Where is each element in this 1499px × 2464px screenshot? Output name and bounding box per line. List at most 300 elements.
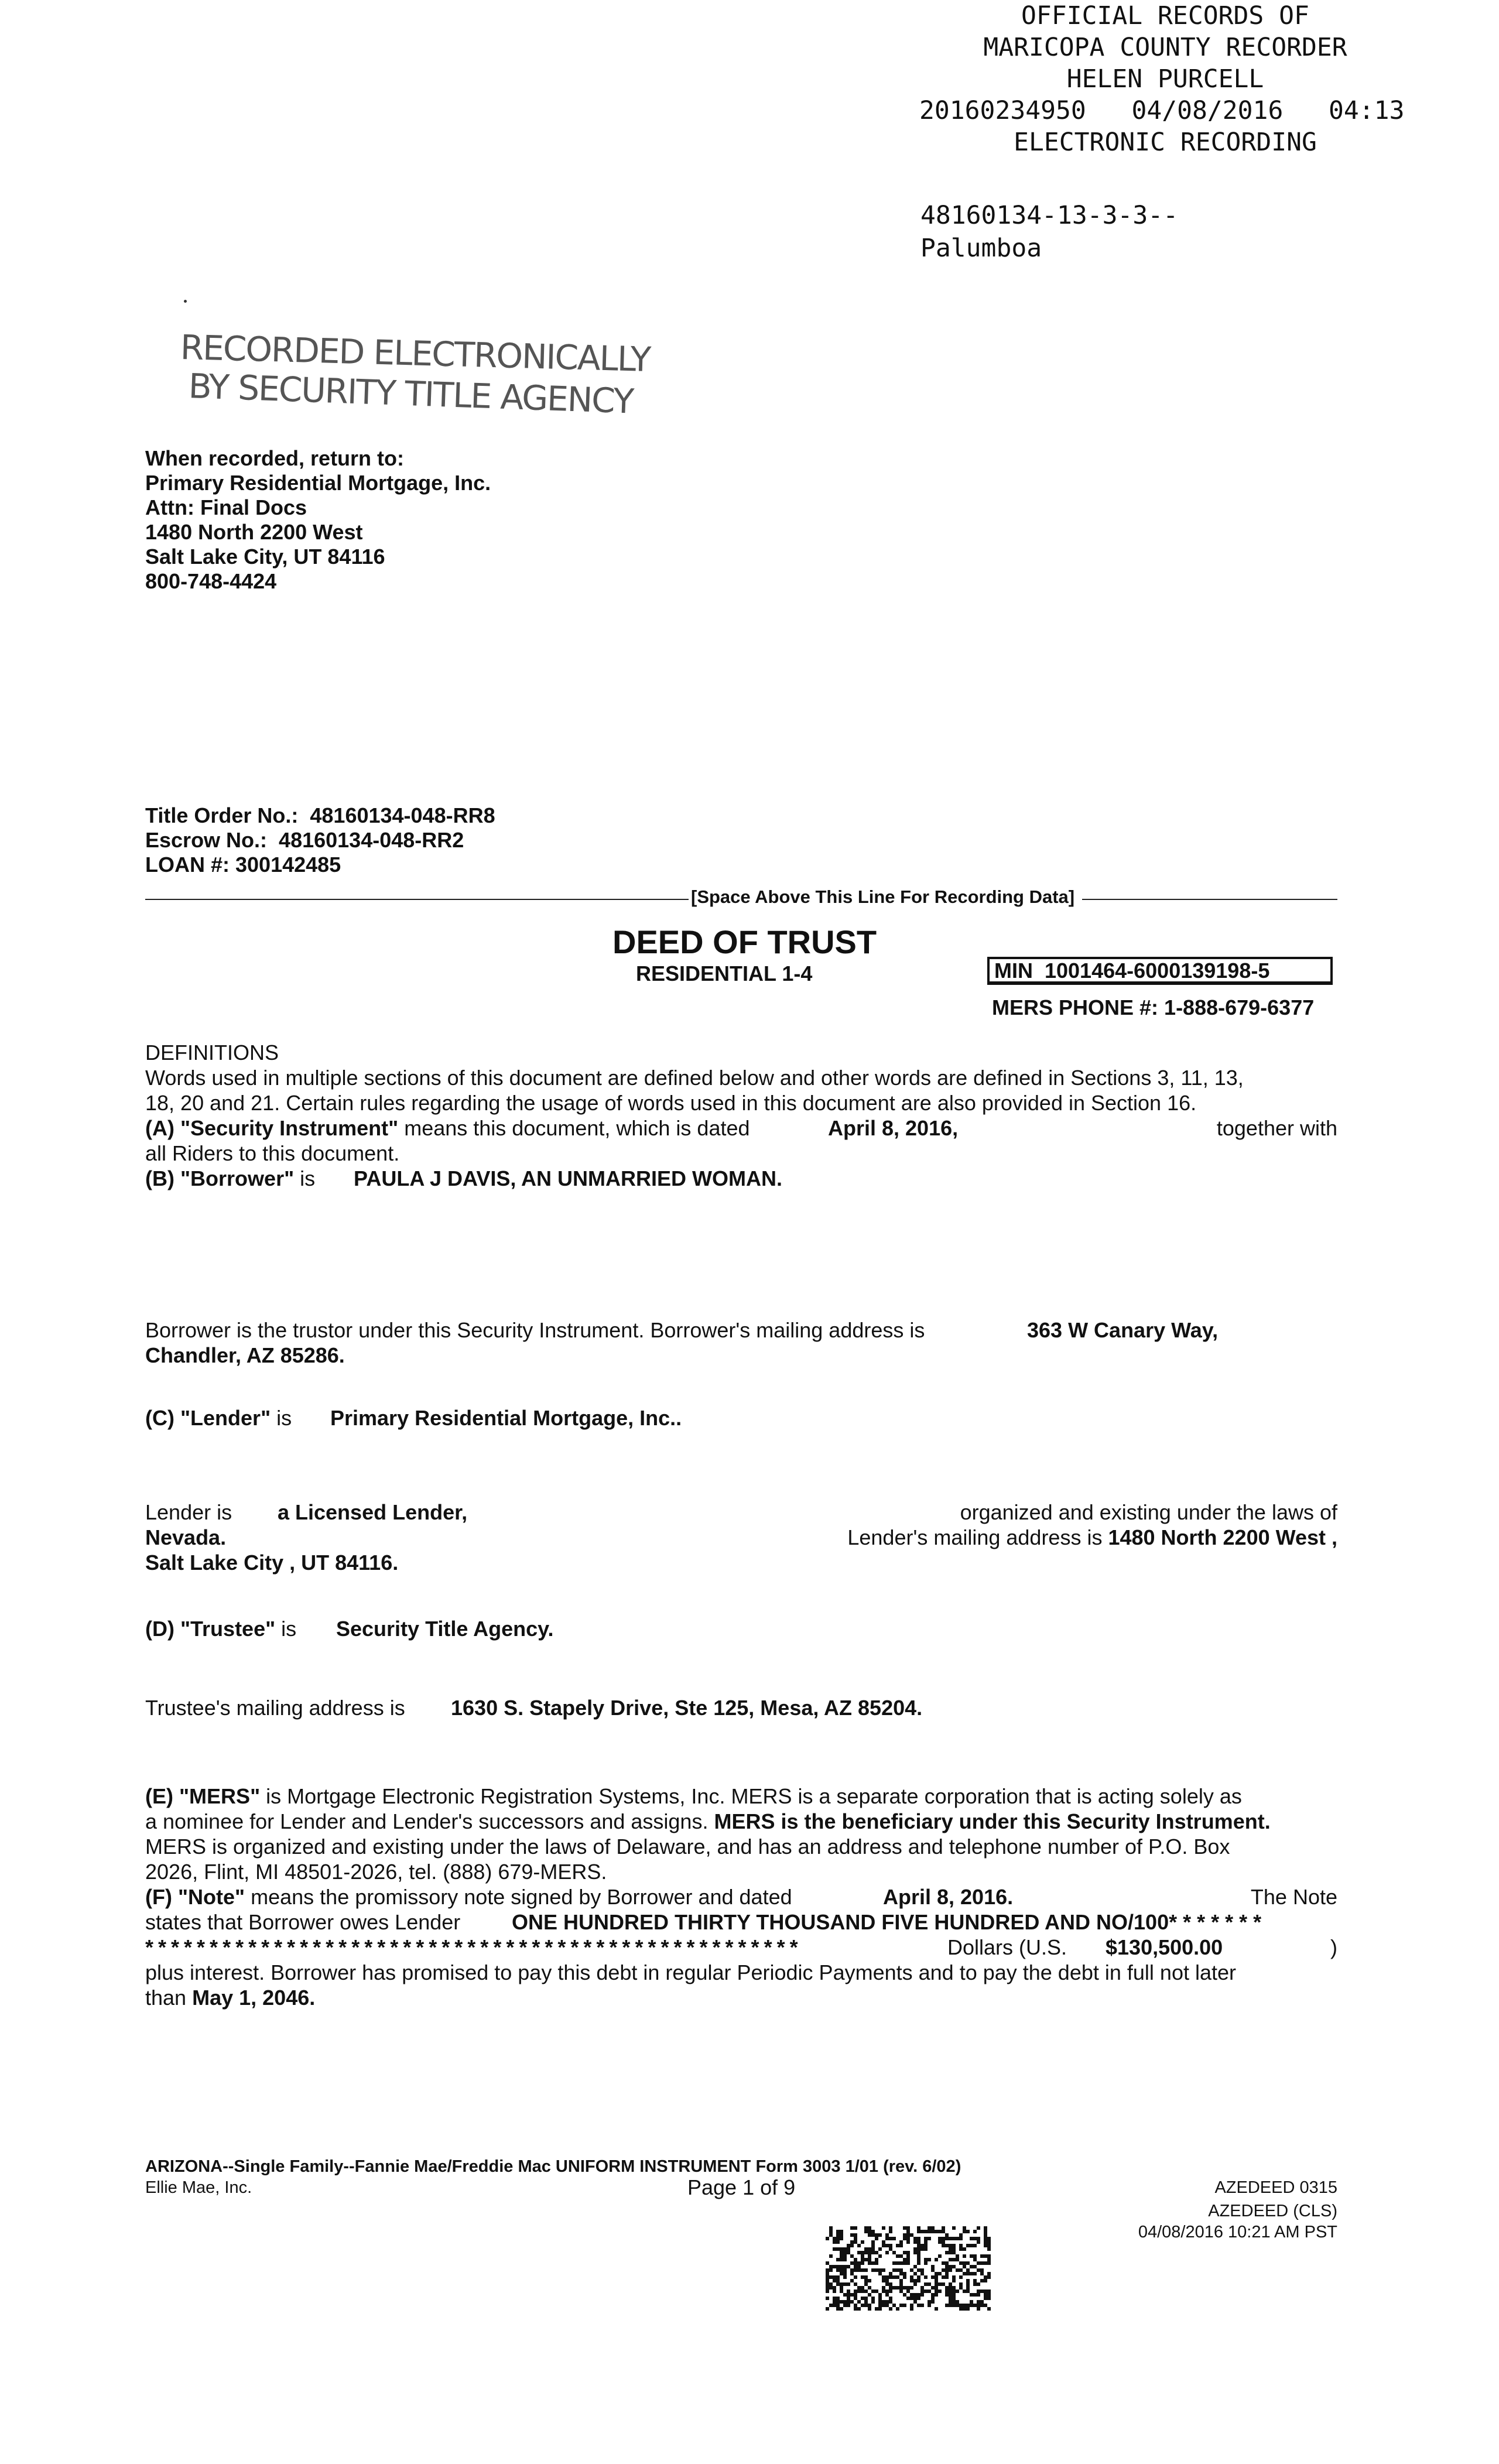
barcode-module xyxy=(840,2300,843,2304)
barcode-module xyxy=(840,2230,843,2233)
barcode-module xyxy=(966,2282,970,2286)
barcode-module xyxy=(833,2279,836,2282)
barcode-module xyxy=(840,2286,843,2290)
page-footer xyxy=(145,2156,1337,2243)
barcode-module xyxy=(977,2237,980,2240)
trustee-address-row xyxy=(145,1695,1337,1720)
return-attn: Attn: Final Docs xyxy=(145,495,307,519)
barcode-module xyxy=(899,2240,903,2244)
barcode-module xyxy=(920,2268,924,2272)
barcode-module xyxy=(963,2226,966,2230)
return-city: Salt Lake City, UT 84116 xyxy=(145,545,385,569)
barcode-module xyxy=(878,2300,882,2304)
barcode-module xyxy=(956,2258,959,2261)
barcode-module xyxy=(980,2290,984,2293)
recorder-line-2: MARICOPA COUNTY RECORDER xyxy=(983,33,1347,62)
barcode-module xyxy=(871,2251,875,2254)
barcode-module xyxy=(987,2272,991,2275)
barcode-module xyxy=(949,2247,952,2251)
barcode-module xyxy=(984,2230,987,2233)
barcode-module xyxy=(942,2244,945,2247)
barcode-module xyxy=(896,2286,899,2290)
barcode-module xyxy=(938,2254,942,2258)
definition-e-text-1: is Mortgage Electronic Registration Systems, Inc. MERS is a separate corporation that is acting solely as xyxy=(260,1784,1242,1808)
barcode-module xyxy=(931,2297,935,2300)
barcode-module xyxy=(899,2304,903,2307)
form-code-2: AZEDEED (CLS) xyxy=(1208,2202,1337,2220)
barcode-module xyxy=(861,2297,864,2300)
barcode-module xyxy=(928,2226,931,2230)
barcode-module xyxy=(935,2275,938,2279)
barcode-module xyxy=(910,2293,913,2297)
barcode-module xyxy=(945,2272,949,2275)
barcode-module xyxy=(871,2233,875,2237)
barcode-module xyxy=(903,2233,906,2237)
barcode-module xyxy=(963,2304,966,2307)
mers-phone: MERS PHONE #: 1-888-679-6377 xyxy=(992,995,1315,1019)
barcode-module xyxy=(826,2282,829,2286)
barcode-module xyxy=(854,2240,857,2244)
barcode-module xyxy=(843,2265,847,2268)
barcode-module xyxy=(942,2275,945,2279)
barcode-module xyxy=(864,2230,868,2233)
barcode-module xyxy=(882,2244,885,2247)
lender-org: organized and existing under the laws of xyxy=(960,1500,1337,1524)
barcode-module xyxy=(977,2226,980,2230)
barcode-module xyxy=(977,2304,980,2307)
barcode-module xyxy=(945,2233,949,2237)
barcode-module xyxy=(973,2258,977,2261)
recorder-line-4 xyxy=(913,95,1487,126)
barcode-module xyxy=(973,2237,977,2240)
barcode-module xyxy=(980,2272,984,2275)
barcode-module xyxy=(928,2230,931,2233)
barcode-module xyxy=(847,2300,850,2304)
barcode-module xyxy=(977,2240,980,2244)
barcode-module xyxy=(829,2268,833,2272)
barcode-module xyxy=(987,2247,991,2251)
barcode-module xyxy=(973,2230,977,2233)
definition-f-owes: states that Borrower owes Lender xyxy=(145,1910,461,1934)
barcode-module xyxy=(864,2300,868,2304)
barcode-module xyxy=(829,2282,833,2286)
barcode-module xyxy=(871,2268,875,2272)
barcode-module xyxy=(885,2251,889,2254)
barcode-module xyxy=(871,2297,875,2300)
barcode-module xyxy=(857,2290,861,2293)
barcode-module xyxy=(826,2307,829,2311)
barcode-module xyxy=(843,2304,847,2307)
barcode-module xyxy=(840,2237,843,2240)
page-number: Page 1 of 9 xyxy=(687,2175,796,2199)
trustee-name: Security Title Agency. xyxy=(336,1617,554,1641)
barcode-module xyxy=(878,2297,882,2300)
barcode-module xyxy=(903,2275,906,2279)
barcode-module xyxy=(899,2261,903,2265)
barcode-module xyxy=(956,2300,959,2304)
barcode-module xyxy=(987,2261,991,2265)
barcode-module xyxy=(984,2304,987,2307)
barcode-module xyxy=(871,2300,875,2304)
barcode-module xyxy=(871,2290,875,2293)
barcode-module xyxy=(928,2237,931,2240)
barcode-module xyxy=(892,2286,896,2290)
barcode-module xyxy=(963,2254,966,2258)
barcode-module xyxy=(864,2279,868,2282)
return-phone: 800-748-4424 xyxy=(145,569,277,593)
barcode-module xyxy=(868,2258,871,2261)
barcode-module xyxy=(896,2244,899,2247)
barcode-module xyxy=(987,2244,991,2247)
barcode-module xyxy=(857,2268,861,2272)
barcode-module xyxy=(984,2240,987,2244)
barcode-module xyxy=(949,2268,952,2272)
barcode-module xyxy=(966,2268,970,2272)
closing-paren: ) xyxy=(1330,1935,1337,1959)
barcode-module xyxy=(833,2290,836,2293)
barcode-module xyxy=(836,2265,840,2268)
barcode-module xyxy=(959,2304,963,2307)
barcode-module xyxy=(892,2304,896,2307)
borrower-address-row xyxy=(145,1317,1337,1343)
barcode-module xyxy=(924,2247,928,2251)
barcode-module xyxy=(977,2290,980,2293)
barcode-module xyxy=(850,2240,854,2244)
barcode-module xyxy=(956,2237,959,2240)
barcode-module xyxy=(924,2261,928,2265)
definition-a-text: means this document, which is dated xyxy=(398,1116,750,1140)
barcode-module xyxy=(899,2272,903,2275)
barcode-module xyxy=(970,2237,973,2240)
barcode-module xyxy=(847,2251,850,2254)
definition-e-text-2a: a nominee for Lender and Lender's successors and assigns. xyxy=(145,1809,709,1833)
barcode-module xyxy=(906,2261,910,2265)
barcode-module xyxy=(906,2240,910,2244)
barcode-module xyxy=(871,2230,875,2233)
barcode-module xyxy=(952,2237,956,2240)
lender-mail-label: Lender's mailing address is xyxy=(847,1525,1103,1549)
barcode-module xyxy=(963,2230,966,2233)
barcode-module xyxy=(942,2230,945,2233)
barcode-module xyxy=(878,2304,882,2307)
barcode-module xyxy=(913,2297,917,2300)
barcode-module xyxy=(889,2230,892,2233)
barcode-module xyxy=(959,2268,963,2272)
than-label: than xyxy=(145,1986,187,2010)
barcode-module xyxy=(843,2268,847,2272)
barcode-module xyxy=(836,2307,840,2311)
barcode-module xyxy=(963,2272,966,2275)
barcode-module xyxy=(920,2272,924,2275)
barcode-module xyxy=(906,2258,910,2261)
barcode-module xyxy=(885,2244,889,2247)
barcode-module xyxy=(836,2297,840,2300)
barcode-module xyxy=(952,2279,956,2282)
barcode-module xyxy=(854,2268,857,2272)
barcode-module xyxy=(917,2254,920,2258)
barcode-module xyxy=(917,2297,920,2300)
barcode-module xyxy=(847,2282,850,2286)
barcode-module xyxy=(854,2261,857,2265)
barcode-module xyxy=(864,2282,868,2286)
barcode-module xyxy=(840,2233,843,2237)
definition-a-date: April 8, 2016, xyxy=(828,1116,959,1140)
barcode-module xyxy=(899,2282,903,2286)
form-identifier: ARIZONA--Single Family--Fannie Mae/Freddie Mac UNIFORM INSTRUMENT Form 3003 1/01 (rev. 6/02) xyxy=(145,2157,961,2176)
barcode-module xyxy=(935,2293,938,2297)
barcode-module xyxy=(889,2300,892,2304)
definition-f-line-4: plus interest. Borrower has promised to pay this debt in regular Periodic Payments and to pay the debt in full not later xyxy=(145,1960,1236,1984)
barcode-image xyxy=(826,2225,991,2312)
barcode-module xyxy=(910,2279,913,2282)
barcode-module xyxy=(984,2279,987,2282)
barcode-module xyxy=(949,2300,952,2304)
barcode-module xyxy=(836,2233,840,2237)
barcode-module xyxy=(857,2307,861,2311)
barcode-module xyxy=(840,2254,843,2258)
barcode-module xyxy=(928,2300,931,2304)
recording-data-line xyxy=(145,885,1337,911)
definition-f-line-3 xyxy=(145,1935,1337,1960)
barcode-module xyxy=(977,2268,980,2272)
barcode-module xyxy=(864,2247,868,2251)
barcode-module xyxy=(843,2272,847,2275)
barcode-module xyxy=(850,2279,854,2282)
barcode-module xyxy=(952,2290,956,2293)
barcode-module xyxy=(949,2304,952,2307)
stamp-line-1: RECORDED ELECTRONICALLY xyxy=(180,327,651,379)
barcode-module xyxy=(945,2237,949,2240)
barcode-module xyxy=(833,2300,836,2304)
barcode-module xyxy=(945,2251,949,2254)
print-timestamp: 04/08/2016 10:21 AM PST xyxy=(1138,2223,1337,2241)
barcode-module xyxy=(973,2244,977,2247)
barcode-module xyxy=(843,2247,847,2251)
barcode-module xyxy=(987,2297,991,2300)
definition-f-label: (F) "Note" xyxy=(145,1885,245,1909)
barcode-module xyxy=(970,2304,973,2307)
barcode-module xyxy=(952,2297,956,2300)
barcode-module xyxy=(949,2297,952,2300)
barcode-module xyxy=(949,2265,952,2268)
barcode-module xyxy=(928,2290,931,2293)
barcode-module xyxy=(885,2304,889,2307)
barcode-module xyxy=(843,2254,847,2258)
form-code-1: AZEDEED 0315 xyxy=(1214,2178,1337,2197)
barcode-module xyxy=(917,2237,920,2240)
barcode-module xyxy=(949,2237,952,2240)
barcode-module xyxy=(836,2279,840,2282)
lender-type: a Licensed Lender, xyxy=(278,1500,468,1524)
definition-d xyxy=(145,1616,1337,1641)
maturity-date: May 1, 2046. xyxy=(192,1986,316,2010)
barcode-module xyxy=(935,2282,938,2286)
barcode-module xyxy=(980,2279,984,2282)
barcode-module xyxy=(945,2244,949,2247)
barcode-module xyxy=(906,2290,910,2293)
barcode-module xyxy=(829,2230,833,2233)
barcode-module xyxy=(987,2258,991,2261)
barcode-module xyxy=(906,2286,910,2290)
min-box: MIN 1001464-6000139198-5 xyxy=(987,957,1333,985)
barcode-module xyxy=(889,2286,892,2290)
barcode-module xyxy=(966,2290,970,2293)
barcode-module xyxy=(836,2240,840,2244)
barcode-module xyxy=(875,2251,878,2254)
barcode-module xyxy=(868,2279,871,2282)
barcode-module xyxy=(987,2254,991,2258)
barcode-module xyxy=(945,2286,949,2290)
return-street: 1480 North 2200 West xyxy=(145,520,363,544)
barcode-module xyxy=(973,2293,977,2297)
barcode-module xyxy=(913,2272,917,2275)
lender-name: Primary Residential Mortgage, Inc.. xyxy=(330,1406,682,1430)
barcode-module xyxy=(920,2293,924,2297)
barcode-module xyxy=(892,2251,896,2254)
barcode-module xyxy=(913,2300,917,2304)
barcode-module xyxy=(945,2275,949,2279)
barcode-module xyxy=(843,2282,847,2286)
barcode-module xyxy=(973,2279,977,2282)
note-amount-words: ONE HUNDRED THIRTY THOUSAND FIVE HUNDRED AND NO/100* * * * * * * xyxy=(512,1910,1262,1934)
rule-right xyxy=(1082,899,1337,900)
barcode-module xyxy=(924,2244,928,2247)
barcode-module xyxy=(826,2237,829,2240)
barcode-module xyxy=(956,2254,959,2258)
barcode-module xyxy=(945,2265,949,2268)
lender-row-2 xyxy=(145,1525,1337,1550)
barcode-module xyxy=(843,2300,847,2304)
barcode-module xyxy=(878,2233,882,2237)
barcode-module xyxy=(987,2240,991,2244)
return-heading: When recorded, return to: xyxy=(145,446,405,470)
recorded-stamp xyxy=(180,327,651,422)
barcode-module xyxy=(984,2275,987,2279)
definition-f-line-5 xyxy=(145,1985,1337,2010)
barcode-module xyxy=(952,2251,956,2254)
barcode-module xyxy=(980,2254,984,2258)
barcode-module xyxy=(882,2300,885,2304)
barcode-module xyxy=(836,2304,840,2307)
barcode-module xyxy=(840,2290,843,2293)
barcode-module xyxy=(847,2290,850,2293)
barcode-module xyxy=(942,2226,945,2230)
barcode-module xyxy=(917,2268,920,2272)
barcode-module xyxy=(854,2293,857,2297)
barcode-module xyxy=(970,2300,973,2304)
barcode-module xyxy=(942,2237,945,2240)
barcode-module xyxy=(889,2275,892,2279)
borrower-text: Borrower is the trustor under this Security Instrument. Borrower's mailing address is xyxy=(145,1318,925,1342)
loan-number: LOAN #: 300142485 xyxy=(145,853,341,877)
barcode-module xyxy=(931,2265,935,2268)
barcode-module xyxy=(899,2244,903,2247)
barcode-module xyxy=(854,2226,857,2230)
file-reference xyxy=(920,199,1178,265)
barcode-module xyxy=(913,2247,917,2251)
barcode-module xyxy=(945,2268,949,2272)
barcode-module xyxy=(882,2268,885,2272)
barcode-module xyxy=(906,2297,910,2300)
barcode-module xyxy=(878,2254,882,2258)
barcode-module xyxy=(836,2230,840,2233)
barcode-module xyxy=(850,2233,854,2237)
barcode-module xyxy=(857,2286,861,2290)
barcode-module xyxy=(959,2282,963,2286)
barcode-module xyxy=(878,2307,882,2311)
barcode-module xyxy=(826,2268,829,2272)
definition-e-line-4: 2026, Flint, MI 48501-2026, tel. (888) 679-MERS. xyxy=(145,1860,607,1884)
barcode-module xyxy=(882,2275,885,2279)
definition-c-label: (C) "Lender" xyxy=(145,1406,271,1430)
barcode-module xyxy=(945,2290,949,2293)
barcode-module xyxy=(892,2237,896,2240)
barcode-module xyxy=(966,2272,970,2275)
return-company: Primary Residential Mortgage, Inc. xyxy=(145,471,491,495)
barcode-module xyxy=(903,2293,906,2297)
stamp-line-2: BY SECURITY TITLE AGENCY xyxy=(187,366,634,422)
barcode-module xyxy=(826,2297,829,2300)
barcode-module xyxy=(892,2275,896,2279)
barcode-module xyxy=(840,2247,843,2251)
barcode-module xyxy=(910,2304,913,2307)
note-date: April 8, 2016. xyxy=(883,1885,1014,1909)
barcode-module xyxy=(984,2226,987,2230)
barcode-module xyxy=(882,2304,885,2307)
recording-time: 04:13 xyxy=(1329,96,1405,125)
barcode-module xyxy=(924,2282,928,2286)
barcode-module xyxy=(987,2293,991,2297)
recorder-line-3: HELEN PURCELL xyxy=(1066,64,1264,94)
barcode-module xyxy=(829,2286,833,2290)
barcode-module xyxy=(882,2226,885,2230)
barcode-module xyxy=(959,2247,963,2251)
barcode-module xyxy=(935,2286,938,2290)
definition-f-line-2 xyxy=(145,1909,1337,1935)
barcode-module xyxy=(899,2254,903,2258)
recorder-line-1: OFFICIAL RECORDS OF xyxy=(1021,1,1309,30)
barcode-module xyxy=(917,2275,920,2279)
barcode-module xyxy=(875,2233,878,2237)
barcode-module xyxy=(868,2230,871,2233)
barcode-module xyxy=(885,2282,889,2286)
barcode-module xyxy=(861,2290,864,2293)
barcode-module xyxy=(966,2279,970,2282)
barcode-module xyxy=(840,2282,843,2286)
lender-address-1: 1480 North 2200 West , xyxy=(1108,1525,1337,1549)
barcode-module xyxy=(896,2268,899,2272)
barcode-module xyxy=(987,2307,991,2311)
barcode-module xyxy=(917,2258,920,2261)
barcode-module xyxy=(861,2258,864,2261)
barcode-module xyxy=(903,2286,906,2290)
barcode-module xyxy=(875,2261,878,2265)
barcode-module xyxy=(864,2290,868,2293)
barcode-module xyxy=(864,2275,868,2279)
barcode-module xyxy=(836,2258,840,2261)
barcode-module xyxy=(829,2265,833,2268)
barcode-module xyxy=(882,2240,885,2244)
barcode-module xyxy=(984,2254,987,2258)
definitions-intro-2: 18, 20 and 21. Certain rules regarding the usage of words used in this document are also provided in Section 16. xyxy=(145,1091,1197,1115)
barcode-module xyxy=(984,2297,987,2300)
document-subtitle: RESIDENTIAL 1-4 xyxy=(636,961,813,985)
barcode-module xyxy=(882,2279,885,2282)
barcode-module xyxy=(850,2254,854,2258)
escrow-number: Escrow No.: 48160134-048-RR2 xyxy=(145,828,464,852)
barcode-module xyxy=(833,2286,836,2290)
barcode-module xyxy=(861,2286,864,2290)
